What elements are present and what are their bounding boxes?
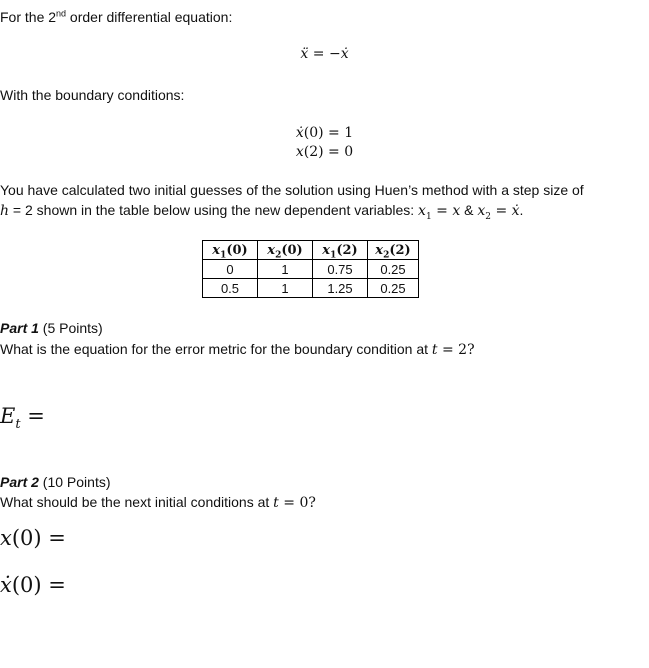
differential-equation [0, 46, 649, 62]
guesses-table [202, 240, 419, 298]
equation-eq: = − [308, 46, 341, 62]
table-cell: 1 [258, 279, 313, 298]
header-var: x [322, 242, 331, 258]
var-x1: x [418, 203, 426, 219]
condition-1-value: (0) = 1 [303, 125, 354, 141]
part1-t: t [431, 342, 438, 358]
part2-question-suffix: = 0? [278, 495, 316, 511]
var-x: x [452, 203, 461, 219]
part2-question-prefix: What should be the next initial conditions at [0, 494, 274, 510]
answer-e-sub: t [15, 417, 21, 433]
table-cell: 0.75 [313, 260, 368, 279]
equation-lhs: ẍ [300, 46, 309, 62]
header-x2-0 [258, 241, 313, 260]
table-row [203, 279, 419, 298]
boundary-condition-1 [0, 125, 649, 141]
part2-question [0, 494, 316, 511]
table-cell: 0.25 [368, 279, 419, 298]
condition-2-value: (2) = 0 [303, 144, 354, 160]
part2-t: t [273, 495, 279, 511]
table-cell: 1.25 [313, 279, 368, 298]
table-header-row [203, 241, 419, 260]
paragraph-line-2 [0, 202, 524, 222]
header-arg: (2) [389, 242, 411, 258]
part1-question-suffix: = 2? [437, 342, 475, 358]
answer-xdot-rest: (0) = [11, 573, 66, 597]
table-cell: 0.25 [368, 260, 419, 279]
table-cell: 1 [258, 260, 313, 279]
header-arg: (0) [226, 242, 248, 258]
paragraph-mid: = 2 shown in the table below using the new dependent variables: [9, 202, 419, 218]
header-sub: 2 [275, 250, 282, 261]
eq-sign-2: = [491, 203, 512, 219]
step-h: h [0, 203, 10, 219]
part2-heading [0, 474, 111, 490]
part1-answer [0, 404, 45, 433]
answer-x-var: x [0, 526, 12, 550]
header-x1-2 [313, 241, 368, 260]
var-x2: x [477, 203, 486, 219]
header-var: x [212, 242, 221, 258]
part2-title: Part 2 [0, 474, 39, 490]
equation-rhs: ẋ [340, 46, 349, 62]
part1-points: (5 Points) [38, 320, 103, 336]
ampersand: & [460, 202, 478, 218]
paragraph-line-1: You have calculated two initial guesses of the solution using Huen’s method with a step size of [0, 182, 584, 198]
part1-question-prefix: What is the equation for the error metric for the boundary condition at [0, 341, 432, 357]
boundary-condition-2 [0, 144, 649, 160]
intro-text [0, 9, 232, 25]
var-x2-sub: 2 [485, 211, 491, 222]
table-cell: 0 [203, 260, 258, 279]
part2-points: (10 Points) [38, 474, 111, 490]
header-arg: (0) [281, 242, 303, 258]
answer-e: E [0, 404, 16, 428]
part2-answer-x [0, 526, 66, 550]
table-row [203, 260, 419, 279]
boundary-label: With the boundary conditions: [0, 87, 185, 103]
intro-suffix: order differential equation: [66, 9, 233, 25]
intro-sup: nd [56, 8, 67, 19]
header-sub: 1 [330, 250, 337, 261]
answer-x-rest: (0) = [11, 526, 66, 550]
intro-prefix: For the 2 [0, 9, 57, 25]
part1-title: Part 1 [0, 320, 39, 336]
header-x1-0 [203, 241, 258, 260]
var-xdot: ẋ [511, 203, 520, 219]
period: . [519, 202, 524, 218]
answer-xdot-var: ẋ [0, 573, 12, 597]
header-arg: (2) [336, 242, 358, 258]
condition-1-var: ẋ [295, 125, 304, 141]
condition-2-var: x [295, 144, 304, 160]
part2-answer-xdot [0, 573, 66, 597]
eq-sign-1: = [431, 203, 453, 219]
header-var: x [267, 242, 276, 258]
part1-question [0, 341, 475, 358]
header-var: x [375, 242, 384, 258]
var-x1-sub: 1 [425, 211, 432, 222]
header-x2-2 [368, 241, 419, 260]
header-sub: 1 [220, 250, 227, 261]
header-sub: 2 [383, 250, 390, 261]
table-cell: 0.5 [203, 279, 258, 298]
part1-heading [0, 320, 103, 336]
answer-e-eq: = [20, 404, 45, 428]
